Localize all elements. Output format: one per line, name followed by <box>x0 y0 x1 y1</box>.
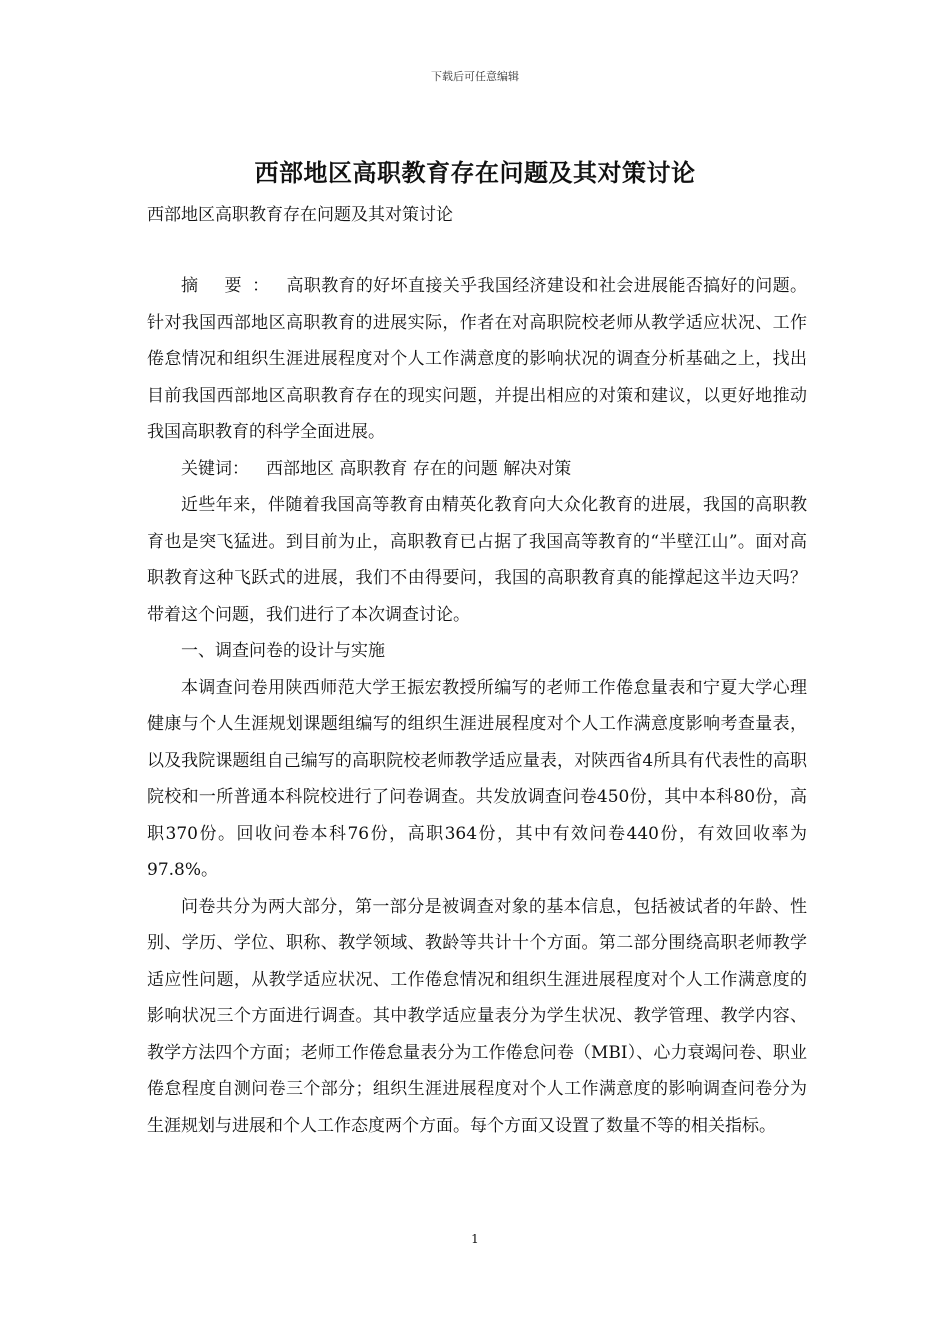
survey-paragraph: 本调查问卷用陕西师范大学王振宏教授所编写的老师工作倦怠量表和宁夏大学心理健康与个人生涯规划课题组编写的组织生涯进展程度对个人工作满意度影响考查量表，以及我院课题组自己编写的高职院校老师教学适应量表，对陕西省4所具有代表性的高职院校和一所普通本科院校进行了问卷调查。共发放调查问卷450份，其中本科80份，高职370份。回收问卷本科76份，高职364份，其中有效问卷440份，有效回收率为97.8%。 <box>147 677 807 880</box>
structure-paragraph: 问卷共分为两大部分，第一部分是被调查对象的基本信息，包括被试者的年龄、性别、学历、学位、职称、教学领域、教龄等共计十个方面。第二部分围绕高职老师教学适应性问题，从教学适应状况、工作倦怠情况和组织生涯进展程度对个人工作满意度的影响状况三个方面进行调查。其中教学适应量表分为学生状况、教学管理、教学内容、教学方法四个方面；老师工作倦怠量表分为工作倦怠问卷（MBI）、心力衰竭问卷、职业倦怠程度自测问卷三个部分；组织生涯进展程度对个人工作满意度的影响调查问卷分为生涯规划与进展和个人工作态度两个方面。每个方面又设置了数量不等的相关指标。 <box>147 896 807 1136</box>
page-number: 1 <box>471 1232 479 1246</box>
abstract-paragraph <box>147 268 807 451</box>
intro-paragraph: 近些年来，伴随着我国高等教育由精英化教育向大众化教育的进展，我国的高职教育也是突飞猛进。到目前为止，高职教育已占据了我国高等教育的“半壁江山”。面对高职教育这种飞跃式的进展，我们不由得要问，我国的高职教育真的能撑起这半边天吗？带着这个问题，我们进行了本次调查讨论。 <box>147 495 807 625</box>
document-body <box>147 268 807 1144</box>
keywords-text: 西部地区 高职教育 存在的问题 解决对策 <box>266 458 572 479</box>
keywords-label: 关键词： <box>181 458 249 479</box>
keywords-paragraph <box>147 451 807 488</box>
abstract-label: 摘 要： <box>181 276 280 296</box>
document-title: 西部地区高职教育存在问题及其对策讨论 <box>254 158 696 187</box>
section-heading: 一、调查问卷的设计与实施 <box>181 641 385 661</box>
document-subtitle: 西部地区高职教育存在问题及其对策讨论 <box>147 205 453 225</box>
abstract-text: 高职教育的好坏直接关乎我国经济建设和社会进展能否搞好的问题。针对我国西部地区高职教育的进展实际，作者在对高职院校老师从教学适应状况、工作倦怠情况和组织生涯进展程度对个人工作满意度的影响状况的调查分析基础之上，找出目前我国西部地区高职教育存在的现实问题，并提出相应的对策和建议，以更好地推动我国高职教育的科学全面进展。 <box>147 276 807 442</box>
page-header-note: 下载后可任意编辑 <box>431 70 519 83</box>
